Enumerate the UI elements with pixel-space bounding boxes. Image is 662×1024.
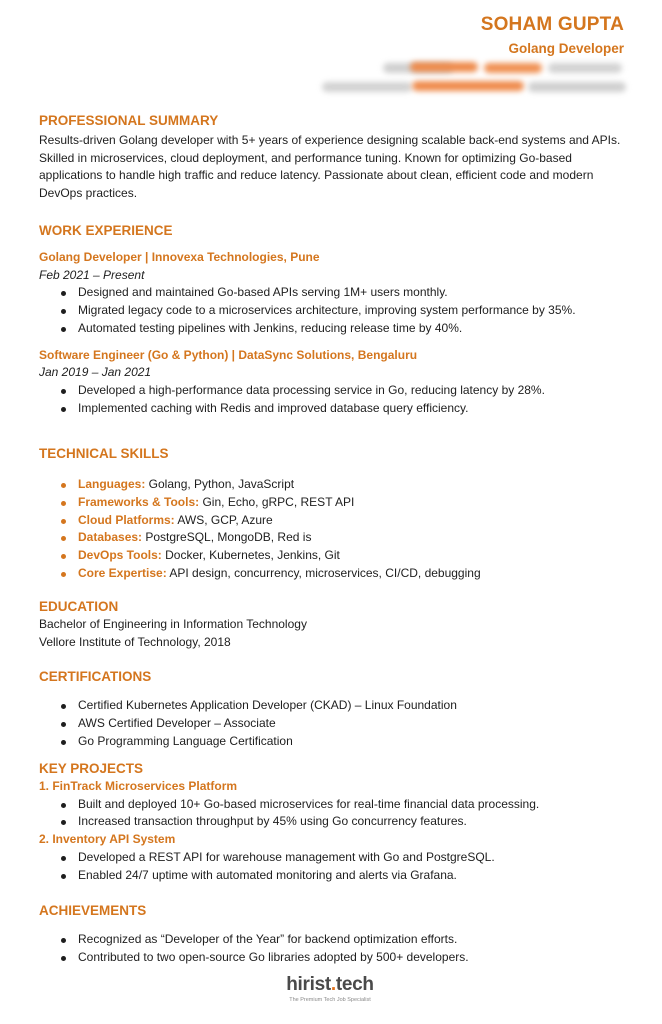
achievements-list	[39, 931, 469, 967]
list-item: Go Programming Language Certification	[39, 733, 457, 751]
projects-heading: KEY PROJECTS	[39, 761, 144, 776]
summary-section	[39, 112, 629, 202]
list-item: Built and deployed 10+ Go-based microservices for real-time financial data processing.	[39, 796, 539, 814]
list-item: Developed a REST API for warehouse management with Go and PostgreSQL.	[39, 849, 539, 867]
education-section	[39, 598, 307, 651]
skill-value: API design, concurrency, microservices, CI/CD, debugging	[166, 565, 481, 580]
job-dates: Jan 2019 – Jan 2021	[39, 365, 152, 380]
candidate-role: Golang Developer	[508, 41, 624, 56]
skill-value: Docker, Kubernetes, Jenkins, Git	[161, 548, 340, 563]
job-entry	[39, 249, 576, 338]
skill-item	[39, 494, 481, 512]
skill-item	[39, 512, 481, 530]
list-item: Developed a high-performance data processing service in Go, reducing latency by 28%.	[39, 382, 576, 400]
skill-item	[39, 547, 481, 565]
job-bullets	[39, 382, 576, 418]
skill-label: Cloud Platforms:	[78, 512, 175, 527]
project-bullets	[39, 849, 539, 885]
achievements-section	[39, 902, 469, 967]
skill-label: Databases:	[78, 530, 143, 545]
skill-label: Frameworks & Tools:	[78, 494, 200, 509]
hirist-logo	[283, 974, 377, 1014]
list-item: Migrated legacy code to a microservices architecture, improving system performance by 35%.	[39, 302, 576, 320]
list-item: Contributed to two open-source Go libraries adopted by 500+ developers.	[39, 949, 469, 967]
list-item: Certified Kubernetes Application Developer (CKAD) – Linux Foundation	[39, 697, 457, 715]
skill-value: Gin, Echo, gRPC, REST API	[199, 494, 355, 509]
certifications-list	[39, 697, 457, 750]
list-item: Designed and maintained Go-based APIs serving 1M+ users monthly.	[39, 284, 576, 302]
experience-heading: WORK EXPERIENCE	[39, 223, 173, 238]
list-item: Implemented caching with Redis and improved database query efficiency.	[39, 400, 576, 418]
certifications-heading: CERTIFICATIONS	[39, 669, 152, 684]
skill-item	[39, 476, 481, 494]
skills-list	[39, 476, 481, 583]
skills-heading: TECHNICAL SKILLS	[39, 446, 169, 461]
summary-text: Results-driven Golang developer with 5+ years of experience designing scalable back-end systems and APIs. Skilled in microservices, cloud deployment, and performance tuning. Known for optimizing Go-based applications to handle high traffic and reduce latency. Passionate about clean, efficient code and modern DevOps practices.	[39, 133, 621, 200]
skill-value: PostgreSQL, MongoDB, Red is	[142, 530, 312, 545]
list-item: Automated testing pipelines with Jenkins, reducing release time by 40%.	[39, 320, 576, 338]
candidate-name: SOHAM GUPTA	[480, 14, 624, 35]
project-title: 1. FinTrack Microservices Platform	[39, 779, 238, 793]
certifications-section	[39, 668, 457, 750]
job-title: Software Engineer (Go & Python) | DataSync Solutions, Bengaluru	[39, 347, 418, 362]
list-item: Enabled 24/7 uptime with automated monitoring and alerts via Grafana.	[39, 867, 539, 885]
resume-header	[481, 14, 624, 58]
education-school: Vellore Institute of Technology, 2018	[39, 634, 231, 649]
skill-item	[39, 565, 481, 583]
logo-tagline: The Premium Tech Job Specialist	[289, 997, 371, 1003]
list-item: AWS Certified Developer – Associate	[39, 715, 457, 733]
job-title: Golang Developer | Innovexa Technologies, Pune	[39, 250, 320, 264]
skills-section	[39, 445, 481, 583]
education-degree: Bachelor of Engineering in Information Technology	[39, 617, 307, 631]
skill-value: Golang, Python, JavaScript	[145, 477, 295, 491]
achievements-heading: ACHIEVEMENTS	[39, 903, 147, 918]
education-heading: EDUCATION	[39, 599, 119, 614]
skill-label: Languages:	[78, 477, 146, 491]
projects-section	[39, 760, 539, 884]
project-title: 2. Inventory API System	[39, 832, 176, 847]
skill-item	[39, 529, 481, 547]
list-item: Recognized as “Developer of the Year” for backend optimization efforts.	[39, 931, 469, 949]
job-entry	[39, 347, 576, 418]
experience-section	[39, 222, 576, 417]
skill-label: DevOps Tools:	[78, 548, 162, 563]
skill-label: Core Expertise:	[78, 565, 167, 580]
list-item: Increased transaction throughput by 45% using Go concurrency features.	[39, 813, 539, 831]
job-bullets	[39, 284, 576, 337]
logo-wordmark: hirist.tech	[286, 974, 374, 995]
summary-heading: PROFESSIONAL SUMMARY	[39, 113, 219, 128]
job-dates: Feb 2021 – Present	[39, 267, 145, 282]
skill-value: AWS, GCP, Azure	[174, 512, 273, 527]
project-bullets	[39, 796, 539, 832]
